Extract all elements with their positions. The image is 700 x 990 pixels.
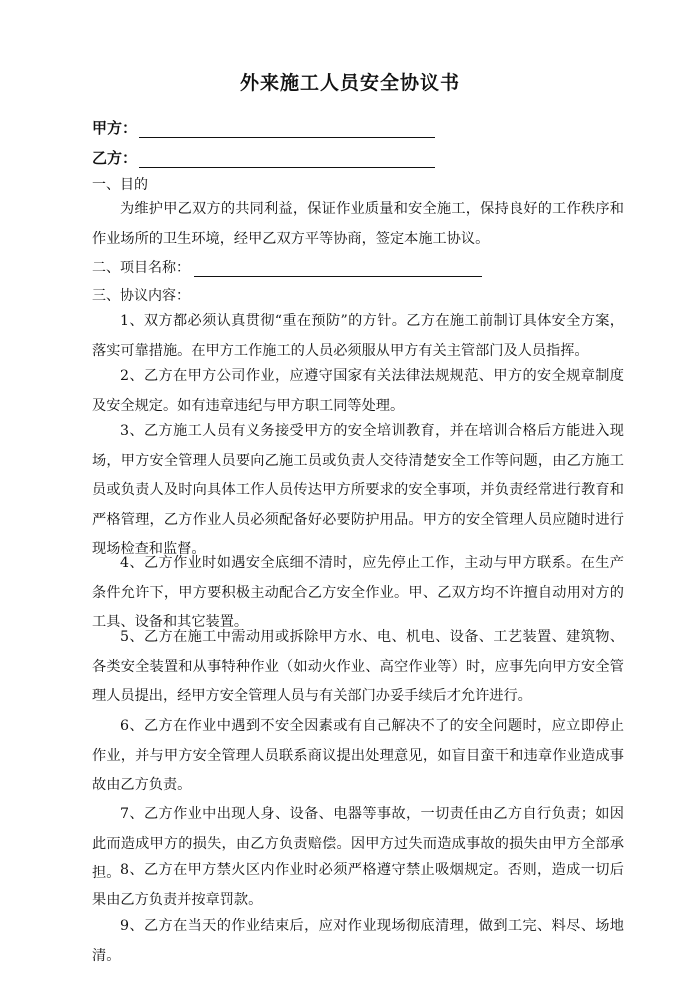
document-title: 外来施工人员安全协议书 bbox=[239, 72, 460, 94]
project-name-blank-line bbox=[194, 260, 482, 277]
section-agreement-heading: 三、协议内容： bbox=[92, 288, 190, 304]
section-purpose-heading: 一、目的 bbox=[92, 177, 148, 193]
party-b-blank-line bbox=[139, 151, 435, 168]
clause-4: 4、乙方作业时如遇安全底细不清时，应先停止工作，主动与甲方联系。在生产条件允许下，甲方要积极主动配合乙方安全作业。甲、乙双方均不许擅自动用对方的工具、设备和其它装置。 bbox=[92, 555, 624, 631]
party-b-row bbox=[92, 147, 435, 168]
section-project-name-row bbox=[92, 257, 482, 277]
clause-1: 1、双方都必须认真贯彻“重在预防”的方针。乙方在施工前制订具体安全方案，落实可靠措施。在甲方工作施工的人员必须服从甲方有关主管部门及人员指挥。 bbox=[92, 313, 624, 359]
clause-3: 3、乙方施工人员有义务接受甲方的安全培训教育，并在培训合格后方能进入现场，甲方安全管理人员要向乙施工员或负责人交待清楚安全工作等问题，由乙方施工员或负责人及时向具体工作人员传达甲方所要求的安全事项，并负责经常进行教育和严格管理，乙方作业人员必须配备好必要防护用品。甲方的安全管理人员应随时进行现场检查和监督。 bbox=[92, 423, 624, 558]
section-purpose-text: 为维护甲乙双方的共同利益，保证作业质量和安全施工，保持良好的工作秩序和作业场所的卫生环境，经甲乙双方平等协商，签定本施工协议。 bbox=[92, 201, 624, 247]
section-project-name-heading: 二、项目名称： bbox=[92, 260, 190, 276]
party-b-label: 乙方： bbox=[92, 149, 138, 167]
party-a-blank-line bbox=[139, 121, 435, 138]
clause-6: 6、乙方在作业中遇到不安全因素或有自己解决不了的安全问题时，应立即停止作业，并与甲方安全管理人员联系商议提出处理意见，如盲目蛮干和违章作业造成事故由乙方负责。 bbox=[92, 718, 624, 794]
clause-7: 7、乙方作业中出现人身、设备、电器等事故，一切责任由乙方自行负责；如因此而造成甲方的损失，由乙方负责赔偿。因甲方过失而造成事故的损失由甲方全部承担。 bbox=[92, 806, 624, 882]
clause-5: 5、乙方在施工中需动用或拆除甲方水、电、机电、设备、工艺装置、建筑物、各类安全装置和从事特种作业（如动火作业、高空作业等）时，应事先向甲方安全管理人员提出，经甲方安全管理人员与有关部门办妥手续后才允许进行。 bbox=[92, 629, 624, 705]
clause-2: 2、乙方在甲方公司作业，应遵守国家有关法律法规规范、甲方的安全规章制度及安全规定。如有违章违纪与甲方职工同等处理。 bbox=[92, 368, 624, 414]
party-a-label: 甲方： bbox=[92, 119, 138, 137]
clause-9: 9、乙方在当天的作业结束后，应对作业现场彻底清理，做到工完、料尽、场地清。 bbox=[92, 918, 624, 964]
party-a-row bbox=[92, 117, 435, 138]
clause-8: 8、乙方在甲方禁火区内作业时必须严格遵守禁止吸烟规定。否则，造成一切后果由乙方负责并按章罚款。 bbox=[92, 862, 624, 908]
